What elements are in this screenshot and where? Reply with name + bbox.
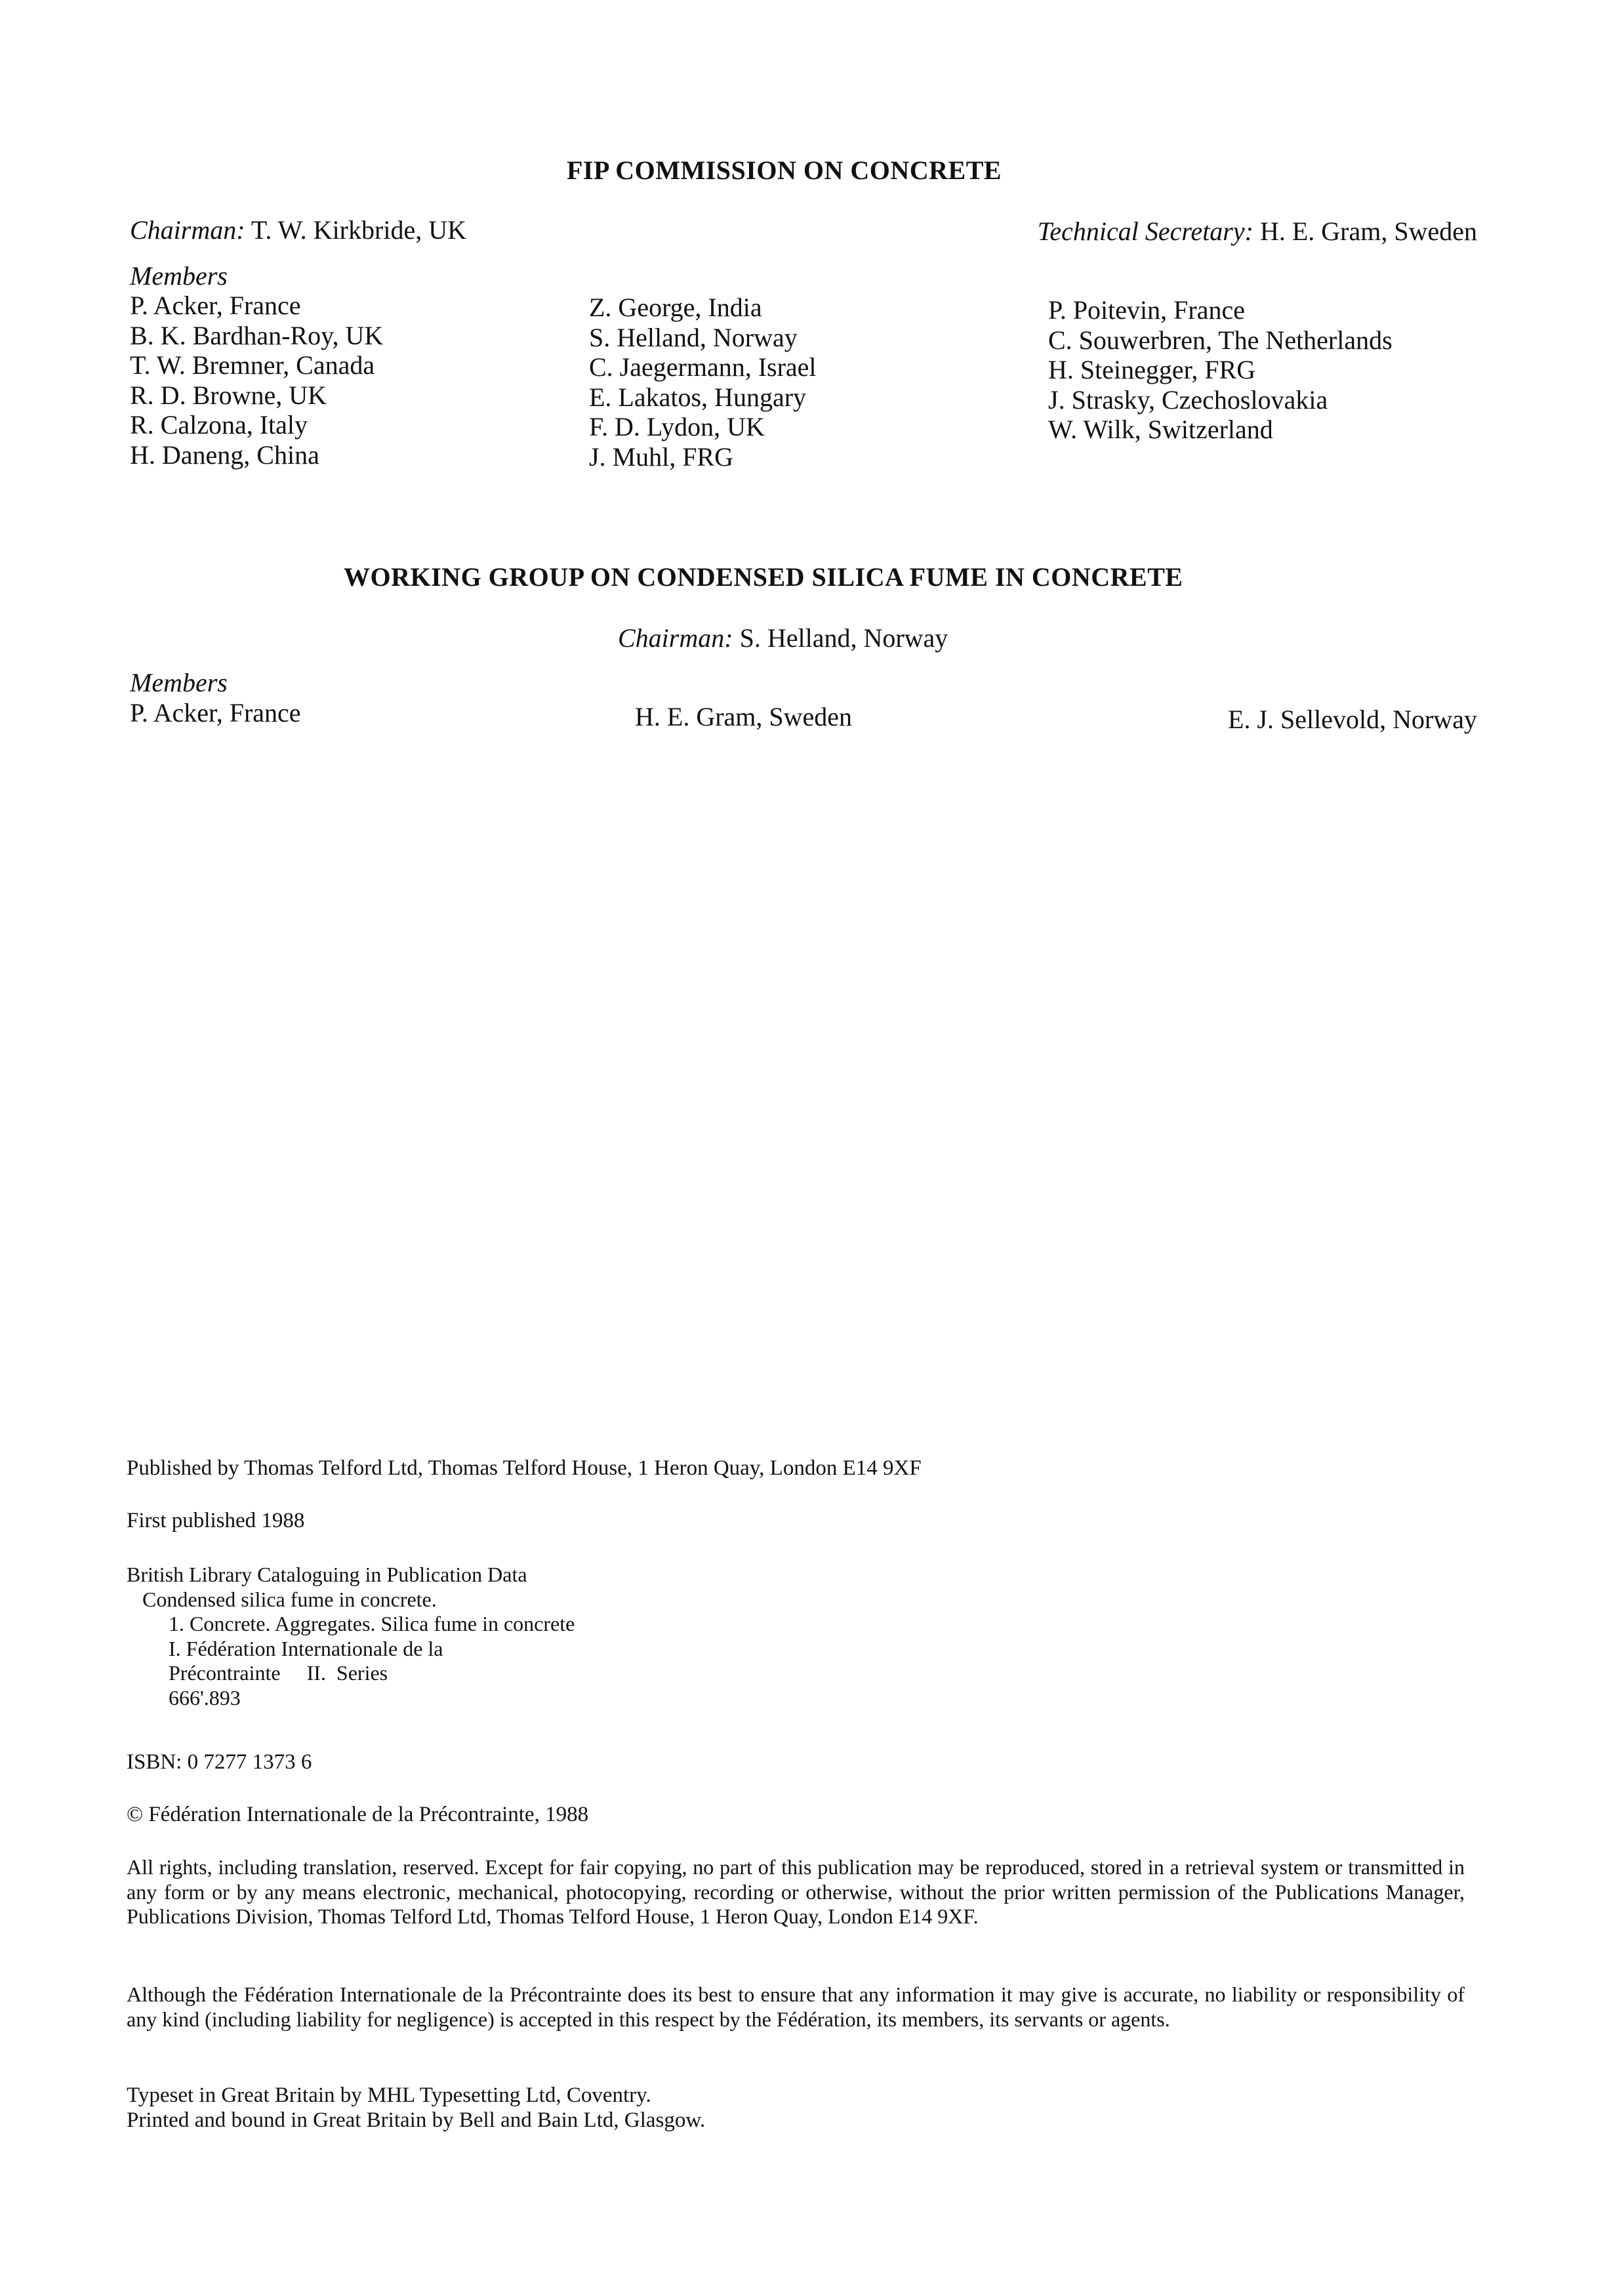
chairman-name: S. Helland, Norway [739, 623, 948, 653]
catalog-line: I. Fédération Internationale de la [169, 1636, 443, 1660]
isbn: ISBN: 0 7277 1373 6 [127, 1750, 312, 1774]
chairman-label: Chairman: [618, 623, 733, 653]
secretary-name: H. E. Gram, Sweden [1259, 216, 1477, 246]
member-name: R. Calzona, Italy [130, 410, 308, 440]
member-name: E. Lakatos, Hungary [589, 382, 807, 412]
catalog-line: Condensed silica fume in concrete. [142, 1587, 437, 1611]
chairman-label: Chairman: [130, 215, 245, 245]
chairman-name: T. W. Kirkbride, UK [251, 215, 466, 245]
published-by: Published by Thomas Telford Ltd, Thomas Telford House, 1 Heron Quay, London E14 9XF [127, 1456, 922, 1480]
member-name: B. K. Bardhan-Roy, UK [130, 320, 384, 350]
member-name: Z. George, India [589, 293, 762, 322]
working-group-member: E. J. Sellevold, Norway [1228, 705, 1477, 734]
catalog-line: 1. Concrete. Aggregates. Silica fume in concrete [169, 1612, 575, 1635]
working-group-members-label: Members [130, 668, 228, 697]
rights-paragraph: All rights, including translation, reserved. Except for fair copying, no part of this publication may be reproduced, stored in a retrieval system or transmitted in any form or by any means electronic, mechanical, photocopying, recording or otherwise, without the prior written permission of the Publications Manager, Publications Division, Thomas Telford Ltd, Thomas Telford House, 1 Heron Quay, London E14 9XF. [127, 1855, 1465, 1928]
member-name: H. Daneng, China [130, 440, 319, 470]
secretary-label: Technical Secretary: [1037, 216, 1253, 246]
members-column-2 [589, 293, 817, 472]
member-name: R. D. Browne, UK [130, 380, 327, 410]
copyright: © Fédération Internationale de la Précontrainte, 1988 [127, 1803, 589, 1826]
catalog-line: Précontrainte II. Series [169, 1661, 388, 1685]
member-name: S. Helland, Norway [589, 322, 798, 352]
member-name: P. Poitevin, France [1048, 295, 1245, 325]
first-published: First published 1988 [127, 1509, 305, 1532]
catalog-heading: British Library Cataloguing in Publication Data [127, 1563, 527, 1586]
working-group-chairman [618, 623, 948, 653]
member-name: J. Strasky, Czechoslovakia [1048, 384, 1328, 415]
member-name: T. W. Bremner, Canada [130, 350, 375, 380]
member-name: W. Wilk, Switzerland [1048, 415, 1273, 444]
typeset-line: Typeset in Great Britain by MHL Typesetting Ltd, Coventry. [127, 2083, 651, 2107]
member-name: C. Souwerbren, The Netherlands [1048, 325, 1393, 355]
member-name: F. D. Lydon, UK [589, 412, 765, 441]
member-name: P. Acker, France [130, 291, 301, 320]
members-column-1 [130, 291, 383, 470]
working-group-title: WORKING GROUP ON CONDENSED SILICA FUME IN CONCRETE [344, 562, 1183, 592]
catalog-line: 666'.893 [169, 1685, 241, 1710]
printed-line: Printed and bound in Great Britain by Bell and Bain Ltd, Glasgow. [127, 2108, 706, 2132]
disclaimer-paragraph: Although the Fédération Internationale de la Précontrainte does its best to ensure that any information it may give is accurate, no liability or responsibility of any kind (including liability for negligence) is accepted in this respect by the Fédération, its members, its servants or agents. [127, 1982, 1465, 2031]
members-column-3 [1048, 295, 1393, 445]
working-group-member: H. E. Gram, Sweden [635, 702, 853, 731]
commission-secretary [1038, 216, 1477, 246]
member-name: J. Muhl, FRG [589, 441, 734, 472]
cataloguing-data [127, 1563, 575, 1710]
commission-chairman [130, 215, 466, 245]
commission-title: FIP COMMISSION ON CONCRETE [567, 155, 1002, 185]
commission-members-label: Members [130, 261, 228, 291]
member-name: H. Steinegger, FRG [1048, 355, 1256, 384]
member-name: C. Jaegermann, Israel [589, 352, 817, 382]
working-group-member: P. Acker, France [130, 698, 301, 728]
